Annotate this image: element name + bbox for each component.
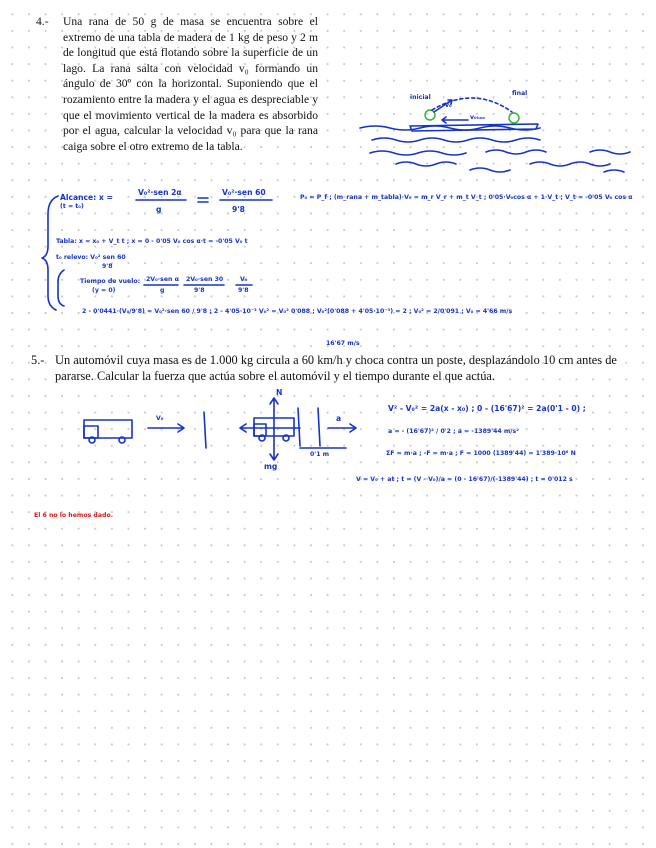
- v0-arrow-5: [148, 424, 184, 432]
- tabla-relevo-den: 9'8: [102, 263, 113, 270]
- alcance-f1: V₀²·sen 2α: [138, 188, 182, 197]
- force-arrow: [240, 424, 300, 432]
- alcance-f2: V₀²·sen 60: [222, 188, 266, 197]
- notes5-line3: ΣF = m·a ; -F = m·a ; F = 1000 (1389'44) = 1'389·10⁶ N: [386, 450, 576, 457]
- speed-annotation: 16'67 m/s: [326, 340, 360, 347]
- notes5-line2: a = - (16'67)² / 0'2 ; a = -1389'44 m/s²: [388, 428, 519, 435]
- tiempo-d1: g: [160, 287, 165, 294]
- tiempo-f1: 2V₀·sen α: [146, 276, 179, 283]
- label-N: N: [276, 388, 283, 397]
- tiempo-d2: 9'8: [194, 287, 205, 294]
- label-final: final: [512, 90, 528, 97]
- tabla-equation: Tabla: x = x₀ + V_t t ; x = 0 - 0'05 V₀ cos α·t = -0'05 V₀ t: [56, 238, 248, 245]
- final-equation-4: 2 - 0'0441·(V₀/9'8) = V₀²·sen 60 / 9'8 ; 2 - 4'05·10⁻³ V₀² = V₀² 0'088 ; V₀²(0'088 + 4'05·10⁻³) = 2 ; V₀² = 2/0'091 ; V₀ = 4'66 m/s: [82, 308, 513, 315]
- label-v0-5: V₀: [156, 415, 164, 422]
- pole-1: [204, 412, 206, 448]
- notes5-line4: V = V₀ + at ; t = (V - V₀)/a = (0 - 16'67)/(-1389'44) ; t = 0'012 s: [356, 476, 573, 483]
- acceleration-arrow: [328, 424, 356, 432]
- weight-arrow: [270, 428, 278, 460]
- problem-5-number: 5.-: [31, 353, 45, 367]
- alcance-sub: (t = t₀): [60, 203, 84, 210]
- alcance-d1: g: [156, 205, 162, 214]
- car-before-icon: [84, 420, 132, 443]
- normal-arrow: [270, 398, 278, 428]
- label-a: a: [336, 414, 342, 423]
- momentum-equation: P₀ = P_f ; (m_rana + m_tabla)·V₀ = m_r V_r + m_t V_t ; 0'05·V₀cos α + 1·V_t ; V_t = -0'05 V₀ cos α: [300, 194, 633, 201]
- pole-2b: [318, 408, 320, 446]
- tiempo-f2: 2V₀·sen 30: [186, 276, 224, 283]
- label-vtabla: v₀ₜₐₐ: [470, 114, 485, 121]
- tiempo-f3: V₀: [240, 276, 248, 283]
- label-mg: mg: [264, 462, 278, 471]
- tiempo-sub: (y = 0): [92, 287, 116, 294]
- tiempo-label: Tiempo de vuelo:: [80, 278, 141, 285]
- problem-5-text: Un automóvil cuya masa es de 1.000 kg circula a 60 km/h y choca contra un poste, desplazándolo 10 cm antes de pararse. Calcular la fuerza que actúa sobre el automóvil y el tiempo durante el que actúa.: [55, 353, 617, 383]
- label-dist: 0'1 m: [310, 451, 330, 458]
- label-inicial: inicial: [410, 94, 431, 101]
- notes5-line1: V² - V₀² = 2a(x - x₀) ; 0 - (16'67)² = 2a(0'1 - 0) ;: [388, 404, 586, 413]
- tabla-relevo: t₀ relevo: V₀² sen 60: [56, 254, 126, 261]
- alcance-label: Alcance: x =: [60, 193, 113, 202]
- problem-4-text: Una rana de 50 g de masa se encuentra sobre el extremo de una tabla de madera de 1 kg de peso y 2 m de longitud que está flotando sobre la superficie de un lago. La rana salta con velocidad v₀ formando un ángulo de 30º con la horizontal. Suponiendo que el rozamiento entre la madera y el agua es despreciable y que el movimiento vertical de la madera es absorbido por el agua, calcular la velocidad v₀ para que la rana caiga sobre el otro extremo de la tabla.: [63, 15, 318, 153]
- problem-4-number: 4.-: [36, 15, 49, 28]
- footnote: El 6 no lo hemos dado.: [34, 512, 114, 519]
- pole-2: [298, 408, 300, 446]
- label-v0: v₀: [445, 102, 452, 109]
- tiempo-d3: 9'8: [238, 287, 249, 294]
- alcance-d2: 9'8: [232, 205, 245, 214]
